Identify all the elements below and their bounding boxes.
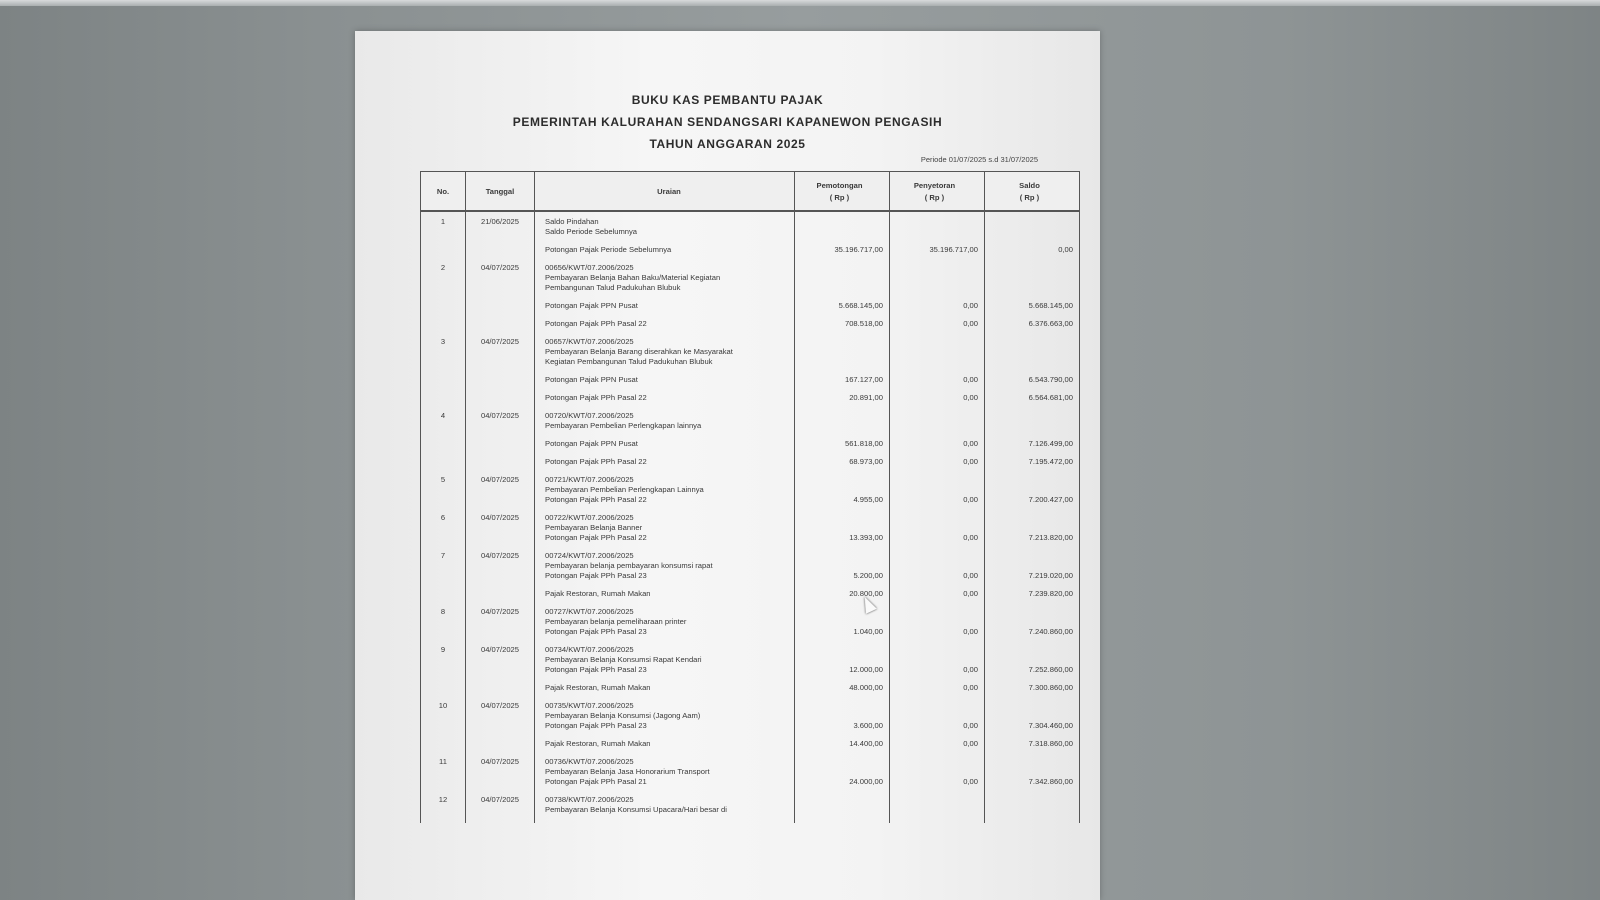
- cell-saldo: 7.219.020,00: [985, 551, 1080, 589]
- cell-penyetoran: [890, 411, 985, 439]
- document-title: BUKU KAS PEMBANTU PAJAK: [631, 93, 824, 107]
- cell-tanggal: [466, 301, 535, 319]
- header-saldo: [985, 172, 1080, 212]
- table-row: [421, 393, 1080, 411]
- cell-saldo: 7.126.499,00: [985, 439, 1080, 457]
- cell-uraian: [535, 795, 795, 823]
- cell-no: [421, 439, 466, 457]
- uraian-line: Potongan Pajak PPh Pasal 23: [545, 665, 647, 674]
- uraian-line: Potongan Pajak PPh Pasal 23: [545, 721, 647, 730]
- cell-no: [421, 683, 466, 701]
- cell-pemotongan: 561.818,00: [795, 439, 890, 457]
- cell-no: [421, 393, 466, 411]
- cell-no: 9: [421, 645, 466, 683]
- uraian-line: 00738/KWT/07.2006/2025: [545, 795, 634, 804]
- cell-saldo: 7.300.860,00: [985, 683, 1080, 701]
- cell-tanggal: [466, 319, 535, 337]
- cell-uraian: [535, 701, 795, 739]
- table-header-row: [421, 172, 1080, 212]
- cell-penyetoran: 0,00: [890, 589, 985, 607]
- uraian-line: Kegiatan Pembangunan Talud Padukuhan Blubuk: [545, 357, 713, 366]
- cell-tanggal: [466, 439, 535, 457]
- uraian-line: Potongan Pajak PPh Pasal 21: [545, 777, 647, 786]
- table-row: [421, 301, 1080, 319]
- uraian-line: Pembayaran Belanja Konsumsi Upacara/Hari besar di: [545, 805, 727, 814]
- cell-saldo: 7.318.860,00: [985, 739, 1080, 757]
- cell-saldo: [985, 411, 1080, 439]
- cell-pemotongan: 14.400,00: [795, 739, 890, 757]
- cell-penyetoran: 35.196.717,00: [890, 245, 985, 263]
- cell-tanggal: 04/07/2025: [466, 337, 535, 375]
- cell-no: 6: [421, 513, 466, 551]
- cell-pemotongan: 68.973,00: [795, 457, 890, 475]
- cell-tanggal: 04/07/2025: [466, 701, 535, 739]
- cell-uraian: [535, 393, 795, 411]
- table-row: [421, 457, 1080, 475]
- cell-penyetoran: 0,00: [890, 683, 985, 701]
- table-row: [421, 607, 1080, 645]
- cell-penyetoran: [890, 795, 985, 823]
- cell-penyetoran: 0,00: [890, 645, 985, 683]
- uraian-line: 00721/KWT/07.2006/2025: [545, 475, 634, 484]
- cell-pemotongan: 167.127,00: [795, 375, 890, 393]
- cell-no: [421, 319, 466, 337]
- cell-pemotongan: 20.800,00: [795, 589, 890, 607]
- uraian-line: Saldo Periode Sebelumnya: [545, 227, 638, 236]
- cell-saldo: 5.668.145,00: [985, 301, 1080, 319]
- cell-tanggal: 04/07/2025: [466, 551, 535, 589]
- cell-tanggal: [466, 375, 535, 393]
- uraian-line: Potongan Pajak PPh Pasal 22: [545, 533, 647, 542]
- cell-penyetoran: 0,00: [890, 701, 985, 739]
- cell-pemotongan: 20.891,00: [795, 393, 890, 411]
- cell-uraian: [535, 375, 795, 393]
- cell-tanggal: 04/07/2025: [466, 475, 535, 513]
- uraian-line: Pembayaran Belanja Banner: [545, 523, 643, 532]
- header-penyetoran-label: Penyetoran: [913, 180, 956, 190]
- cell-uraian: [535, 757, 795, 795]
- table-row: [421, 319, 1080, 337]
- cell-saldo: [985, 217, 1080, 245]
- table-row: [421, 589, 1080, 607]
- cell-penyetoran: [890, 217, 985, 245]
- cell-uraian: [535, 439, 795, 457]
- table-row: [421, 411, 1080, 439]
- uraian-line: 00724/KWT/07.2006/2025: [545, 551, 634, 560]
- cell-saldo: 6.543.790,00: [985, 375, 1080, 393]
- table-row: [421, 245, 1080, 263]
- cell-no: 7: [421, 551, 466, 589]
- header-pemotongan-label: Pemotongan: [816, 180, 863, 190]
- cell-saldo: 6.564.681,00: [985, 393, 1080, 411]
- cell-saldo: 7.195.472,00: [985, 457, 1080, 475]
- tax-ledger-table: [420, 171, 1080, 823]
- header-uraian: Uraian: [535, 172, 795, 212]
- cell-no: [421, 301, 466, 319]
- cell-tanggal: [466, 245, 535, 263]
- cell-penyetoran: 0,00: [890, 457, 985, 475]
- cell-no: 1: [421, 217, 466, 245]
- header-pemotongan: [795, 172, 890, 212]
- cell-pemotongan: [795, 263, 890, 301]
- cell-tanggal: [466, 457, 535, 475]
- uraian-line: Potongan Pajak PPh Pasal 23: [545, 571, 647, 580]
- cell-penyetoran: 0,00: [890, 757, 985, 795]
- uraian-line: Pajak Restoran, Rumah Makan: [545, 683, 651, 692]
- uraian-line: Pembayaran Belanja Bahan Baku/Material Kegiatan: [545, 273, 721, 282]
- uraian-line: 00720/KWT/07.2006/2025: [545, 411, 634, 420]
- header-penyetoran: [890, 172, 985, 212]
- cell-pemotongan: 708.518,00: [795, 319, 890, 337]
- cell-no: 2: [421, 263, 466, 301]
- cell-uraian: [535, 457, 795, 475]
- cell-saldo: [985, 795, 1080, 823]
- cell-saldo: 7.240.860,00: [985, 607, 1080, 645]
- uraian-line: 00736/KWT/07.2006/2025: [545, 757, 634, 766]
- cell-saldo: 0,00: [985, 245, 1080, 263]
- table-row: [421, 645, 1080, 683]
- header-no: No.: [421, 172, 466, 212]
- header-penyetoran-unit: ( Rp ): [924, 192, 945, 202]
- cell-uraian: [535, 739, 795, 757]
- cell-tanggal: 04/07/2025: [466, 411, 535, 439]
- document-subtitle: PEMERINTAH KALURAHAN SENDANGSARI KAPANEWON PENGASIH: [512, 115, 943, 129]
- header-pemotongan-unit: ( Rp ): [829, 192, 850, 202]
- table-row: [421, 701, 1080, 739]
- uraian-line: 00735/KWT/07.2006/2025: [545, 701, 634, 710]
- cell-pemotongan: 48.000,00: [795, 683, 890, 701]
- uraian-line: Pembayaran Pembelian Perlengkapan lainnya: [545, 421, 702, 430]
- cell-uraian: [535, 513, 795, 551]
- monitor-top-bezel: [0, 0, 1600, 6]
- cell-tanggal: [466, 683, 535, 701]
- cell-penyetoran: 0,00: [890, 551, 985, 589]
- uraian-line: Potongan Pajak Periode Sebelumnya: [545, 245, 672, 254]
- cell-no: [421, 457, 466, 475]
- cell-uraian: [535, 319, 795, 337]
- table-row: [421, 683, 1080, 701]
- cell-tanggal: 21/06/2025: [466, 217, 535, 245]
- cell-tanggal: 04/07/2025: [466, 607, 535, 645]
- header-tanggal: Tanggal: [466, 172, 535, 212]
- document-fiscal-year: TAHUN ANGGARAN 2025: [649, 137, 806, 151]
- uraian-line: Pembayaran Belanja Konsumsi (Jagong Aam): [545, 711, 701, 720]
- cell-uraian: [535, 645, 795, 683]
- cell-pemotongan: 35.196.717,00: [795, 245, 890, 263]
- cell-pemotongan: [795, 217, 890, 245]
- uraian-line: Potongan Pajak PPh Pasal 23: [545, 627, 647, 636]
- cell-no: 8: [421, 607, 466, 645]
- uraian-line: 00727/KWT/07.2006/2025: [545, 607, 634, 616]
- cell-uraian: [535, 337, 795, 375]
- cell-saldo: 7.200.427,00: [985, 475, 1080, 513]
- uraian-line: Potongan Pajak PPh Pasal 22: [545, 495, 647, 504]
- cell-penyetoran: 0,00: [890, 607, 985, 645]
- cell-penyetoran: 0,00: [890, 439, 985, 457]
- uraian-line: Pembayaran Pembelian Perlengkapan Lainnya: [545, 485, 704, 494]
- uraian-line: Potongan Pajak PPN Pusat: [545, 301, 638, 310]
- uraian-line: Pajak Restoran, Rumah Makan: [545, 739, 651, 748]
- document-page: [355, 31, 1100, 900]
- table-row: [421, 263, 1080, 301]
- uraian-line: Potongan Pajak PPh Pasal 22: [545, 319, 647, 328]
- cell-uraian: [535, 245, 795, 263]
- cell-no: 10: [421, 701, 466, 739]
- uraian-line: 00722/KWT/07.2006/2025: [545, 513, 634, 522]
- cell-uraian: [535, 217, 795, 245]
- cell-no: [421, 375, 466, 393]
- uraian-line: Pembangunan Talud Padukuhan Blubuk: [545, 283, 681, 292]
- cell-no: [421, 245, 466, 263]
- uraian-line: Pembayaran Belanja Barang diserahkan ke Masyarakat: [545, 347, 733, 356]
- table-row: [421, 337, 1080, 375]
- document-titles: [355, 93, 1100, 151]
- cell-tanggal: 04/07/2025: [466, 263, 535, 301]
- uraian-line: Saldo Pindahan: [545, 217, 599, 226]
- uraian-line: 00657/KWT/07.2006/2025: [545, 337, 634, 346]
- cell-saldo: [985, 337, 1080, 375]
- period-label: Periode 01/07/2025 s.d 31/07/2025: [920, 155, 1038, 164]
- cell-saldo: 7.342.860,00: [985, 757, 1080, 795]
- table-body: [421, 211, 1080, 823]
- cell-penyetoran: 0,00: [890, 301, 985, 319]
- cell-saldo: 7.304.460,00: [985, 701, 1080, 739]
- table-row: [421, 375, 1080, 393]
- cell-uraian: [535, 607, 795, 645]
- cell-uraian: [535, 411, 795, 439]
- cell-no: 5: [421, 475, 466, 513]
- table-row: [421, 739, 1080, 757]
- cell-saldo: 6.376.663,00: [985, 319, 1080, 337]
- cell-tanggal: 04/07/2025: [466, 645, 535, 683]
- cell-penyetoran: 0,00: [890, 513, 985, 551]
- cell-no: 11: [421, 757, 466, 795]
- cell-pemotongan: 5.200,00: [795, 551, 890, 589]
- table-row: [421, 475, 1080, 513]
- cell-tanggal: 04/07/2025: [466, 757, 535, 795]
- uraian-line: Pembayaran belanja pembayaran konsumsi rapat: [545, 561, 713, 570]
- cell-uraian: [535, 589, 795, 607]
- table-row: [421, 795, 1080, 823]
- cell-penyetoran: 0,00: [890, 375, 985, 393]
- cell-uraian: [535, 683, 795, 701]
- uraian-line: Potongan Pajak PPh Pasal 22: [545, 457, 647, 466]
- cell-no: 3: [421, 337, 466, 375]
- cell-pemotongan: 1.040,00: [795, 607, 890, 645]
- cell-no: 12: [421, 795, 466, 823]
- cell-no: [421, 589, 466, 607]
- cell-penyetoran: 0,00: [890, 739, 985, 757]
- cell-penyetoran: 0,00: [890, 319, 985, 337]
- header-saldo-label: Saldo: [1019, 180, 1040, 190]
- cell-uraian: [535, 301, 795, 319]
- cell-pemotongan: [795, 411, 890, 439]
- cell-penyetoran: 0,00: [890, 475, 985, 513]
- uraian-line: Pembayaran Belanja Konsumsi Rapat Kendari: [545, 655, 702, 664]
- table-row: [421, 551, 1080, 589]
- uraian-line: Pembayaran belanja pemeliharaan printer: [545, 617, 687, 626]
- cell-saldo: [985, 263, 1080, 301]
- cell-uraian: [535, 551, 795, 589]
- cell-pemotongan: 24.000,00: [795, 757, 890, 795]
- cell-pemotongan: 12.000,00: [795, 645, 890, 683]
- cell-pemotongan: 3.600,00: [795, 701, 890, 739]
- cell-pemotongan: 5.668.145,00: [795, 301, 890, 319]
- cell-pemotongan: [795, 337, 890, 375]
- cell-tanggal: [466, 393, 535, 411]
- cell-pemotongan: 13.393,00: [795, 513, 890, 551]
- cell-no: [421, 739, 466, 757]
- cell-pemotongan: 4.955,00: [795, 475, 890, 513]
- cell-saldo: 7.252.860,00: [985, 645, 1080, 683]
- table-row: [421, 217, 1080, 245]
- cell-penyetoran: 0,00: [890, 393, 985, 411]
- header-saldo-unit: ( Rp ): [1019, 192, 1040, 202]
- uraian-line: Potongan Pajak PPh Pasal 22: [545, 393, 647, 402]
- table-row: [421, 513, 1080, 551]
- uraian-line: Pajak Restoran, Rumah Makan: [545, 589, 651, 598]
- cell-saldo: 7.213.820,00: [985, 513, 1080, 551]
- cell-pemotongan: [795, 795, 890, 823]
- uraian-line: 00656/KWT/07.2006/2025: [545, 263, 634, 272]
- cell-saldo: 7.239.820,00: [985, 589, 1080, 607]
- uraian-line: Pembayaran Belanja Jasa Honorarium Transport: [545, 767, 710, 776]
- cell-tanggal: [466, 739, 535, 757]
- cell-tanggal: 04/07/2025: [466, 795, 535, 823]
- uraian-line: Potongan Pajak PPN Pusat: [545, 439, 638, 448]
- cell-tanggal: 04/07/2025: [466, 513, 535, 551]
- cell-uraian: [535, 475, 795, 513]
- table-row: [421, 757, 1080, 795]
- cell-uraian: [535, 263, 795, 301]
- cell-penyetoran: [890, 337, 985, 375]
- cell-penyetoran: [890, 263, 985, 301]
- table-row: [421, 439, 1080, 457]
- uraian-line: Potongan Pajak PPN Pusat: [545, 375, 638, 384]
- uraian-line: 00734/KWT/07.2006/2025: [545, 645, 634, 654]
- cell-tanggal: [466, 589, 535, 607]
- cell-no: 4: [421, 411, 466, 439]
